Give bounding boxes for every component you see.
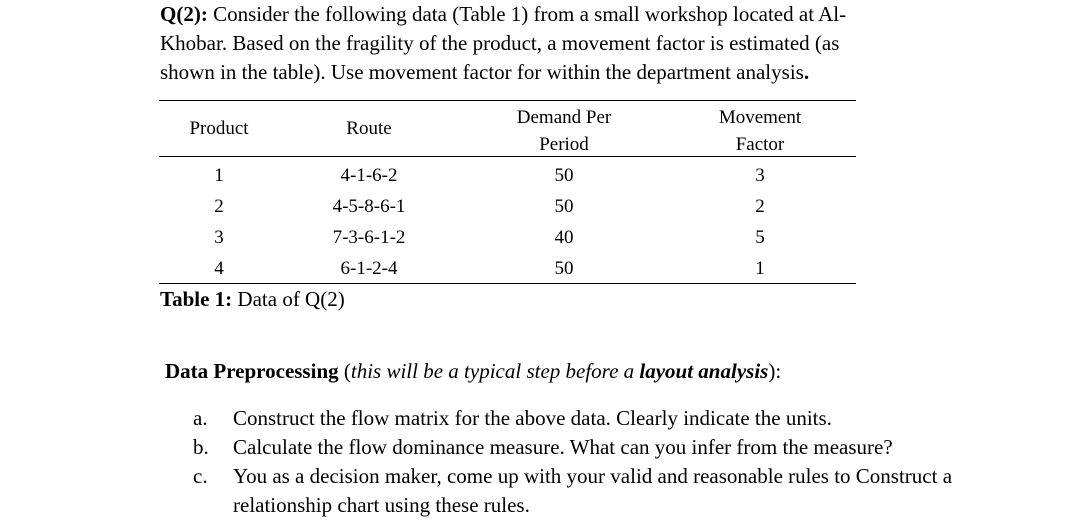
table-cell-product: 4 [214,258,224,279]
list-item-label: a. [193,406,208,430]
preprocessing-paren-close: ): [768,359,782,383]
table-cell-demand: 50 [554,258,574,279]
table-cell-route: 4-1-6-2 [340,165,398,186]
table-cell-demand: 50 [554,196,574,217]
header-demand-line1: Demand Per [516,107,612,128]
header-movement [689,104,831,158]
task-list [193,404,1013,520]
table-cell-movement: 5 [755,227,765,248]
question-paragraph [160,0,960,87]
table-cell-demand: 40 [554,227,574,248]
preprocessing-italic: this will be a typical step before a [350,359,640,383]
list-item-text: You as a decision maker, come up with your valid and reasonable rules to Construct a relationship chart using these rules. [233,464,953,517]
list-item-label: b. [193,435,209,459]
table-caption [160,287,345,312]
question-label: Q(2): [160,2,208,26]
table-cell-product: 3 [214,227,224,248]
list-item [193,433,1013,462]
question-end-period: . [803,60,810,84]
caption-label: Table 1: [160,287,233,311]
preprocessing-paren-open: ( [338,359,351,383]
table-cell-product: 1 [214,165,224,186]
header-movement-line1: Movement [718,107,802,128]
header-movement-line2: Factor [735,134,785,155]
preprocessing-title: Data Preprocessing [165,359,339,383]
table-top-rule [159,100,856,101]
list-item-label: c. [193,464,208,488]
list-item-text: Calculate the flow dominance measure. What can you infer from the measure? [233,435,893,459]
preprocessing-bold-italic: layout analysis [639,359,769,383]
header-product: Product [189,118,249,139]
table-cell-movement: 1 [755,258,765,279]
question-text-line2: Khobar. Based on the fragility of the product, a movement factor is estimated (as [160,31,840,55]
table-cell-product: 2 [214,196,224,217]
preprocessing-heading [165,359,781,384]
header-route: Route [346,118,392,139]
caption-text: Data of Q(2) [232,287,345,311]
table-cell-demand: 50 [554,165,574,186]
question-text-line1: Consider the following data (Table 1) from a small workshop located at Al- [207,2,847,26]
table-cell-route: 4-5-8-6-1 [332,196,406,217]
header-demand-line2: Period [539,134,589,155]
table-cell-route: 6-1-2-4 [340,258,398,279]
list-item [193,404,1013,433]
table-cell-movement: 2 [755,196,765,217]
question-text-line3: shown in the table). Use movement factor for within the department analysis [160,60,804,84]
table-cell-movement: 3 [755,165,765,186]
table-bottom-rule [159,283,856,284]
list-item [193,462,973,520]
list-item-text: Construct the flow matrix for the above data. Clearly indicate the units. [233,406,832,430]
header-demand [489,104,639,158]
table-cell-route: 7-3-6-1-2 [332,227,406,248]
